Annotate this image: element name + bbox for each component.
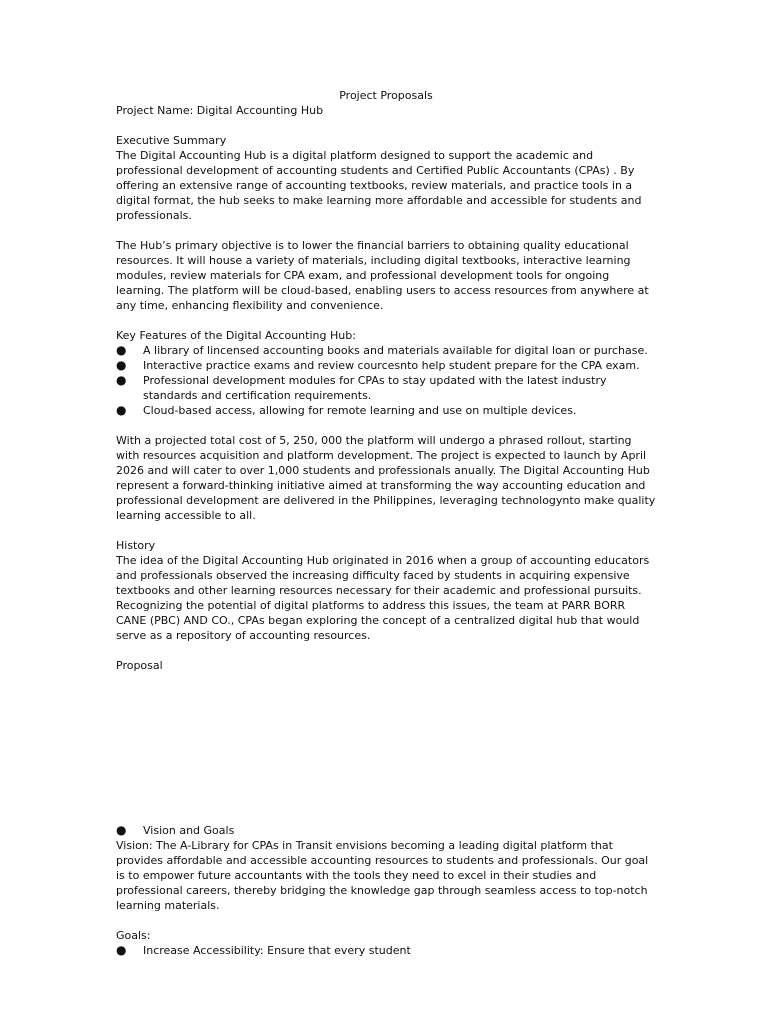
goals-heading: Goals: bbox=[116, 929, 151, 942]
executive-summary-heading: Executive Summary bbox=[116, 134, 227, 147]
bullet-icon: ● bbox=[116, 403, 127, 417]
executive-summary-paragraph-2: The Hub’s primary objective is to lower the financial barriers to obtaining quality educational resources. It will house a variety of materials, including digital textbooks, interactive learning modules, review materials for CPA exam, and professional development tools for ongoing learning. The platform will be cloud-based, enabling users to access resources from anywhere at any time, enhancing flexibility and convenience. bbox=[116, 239, 649, 312]
list-item-text: Interactive practice exams and review courcesnto help student prepare for the CPA exam. bbox=[143, 359, 640, 372]
project-name: Project Name: Digital Accounting Hub bbox=[116, 104, 324, 117]
list-item-text: Vision and Goals bbox=[143, 824, 235, 837]
spacer bbox=[116, 118, 656, 133]
list-item bbox=[116, 373, 656, 403]
list-item bbox=[116, 343, 656, 358]
key-features-list bbox=[116, 343, 656, 418]
spacer bbox=[116, 313, 656, 328]
history-heading: History bbox=[116, 539, 156, 552]
bullet-icon: ● bbox=[116, 943, 127, 957]
list-item bbox=[116, 358, 656, 373]
bullet-icon: ● bbox=[116, 358, 127, 372]
spacer bbox=[116, 223, 656, 238]
blank-space bbox=[116, 673, 656, 823]
list-item-text: Increase Accessibility: Ensure that every student bbox=[143, 944, 411, 957]
bullet-icon: ● bbox=[116, 343, 127, 357]
proposal-heading: Proposal bbox=[116, 659, 163, 672]
vision-paragraph: Vision: The A-Library for CPAs in Transit envisions becoming a leading digital platform that provides affordable and accessible accounting resources to students and professionals. Our goal is to empower future accountants with the tools they need to excel in their studies and professional careers, thereby bridging the knowledge gap through seamless access to top-notch learning materials. bbox=[116, 839, 649, 912]
spacer bbox=[116, 523, 656, 538]
list-item bbox=[116, 403, 656, 418]
spacer bbox=[116, 643, 656, 658]
bullet-icon: ● bbox=[116, 373, 127, 387]
list-item bbox=[116, 943, 656, 958]
history-paragraph: The idea of the Digital Accounting Hub originated in 2016 when a group of accounting educators and professionals observed the increasing difficulty faced by students in acquiring expensive textbooks and other learning resources necessary for their academic and professional pursuits. Recognizing the potential of digital platforms to address this issues, the team at PARR BORR CANE (PBC) AND CO., CPAs began exploring the concept of a centralized digital hub that would serve as a repository of accounting resources. bbox=[116, 554, 650, 642]
document-title: Project Proposals bbox=[339, 89, 433, 102]
bullet-icon: ● bbox=[116, 823, 127, 837]
executive-summary-paragraph-1: The Digital Accounting Hub is a digital platform designed to support the academic and professional development of accounting students and Certified Public Accountants (CPAs) . By offering an extensive range of accounting textbooks, review materials, and practice tools in a digital format, the hub seeks to make learning more affordable and accessible for students and professionals. bbox=[116, 149, 642, 222]
list-item-text: A library of lincensed accounting books and materials available for digital loan or purchase. bbox=[143, 344, 648, 357]
key-features-heading: Key Features of the Digital Accounting Hub: bbox=[116, 329, 356, 342]
spacer bbox=[116, 418, 656, 433]
list-item bbox=[116, 823, 656, 838]
spacer bbox=[116, 913, 656, 928]
vision-goals-list bbox=[116, 823, 656, 838]
goals-list bbox=[116, 943, 656, 958]
list-item-text: Cloud-based access, allowing for remote learning and use on multiple devices. bbox=[143, 404, 577, 417]
list-item-text: Professional development modules for CPAs to stay updated with the latest industry standards and certification requirements. bbox=[143, 374, 607, 402]
document-page bbox=[116, 88, 656, 958]
rollout-paragraph: With a projected total cost of 5, 250, 000 the platform will undergo a phrased rollout, starting with resources acquisition and platform development. The project is expected to launch by April 2026 and will cater to over 1,000 students and professionals anually. The Digital Accounting Hub represent a forward-thinking initiative aimed at transforming the way accounting education and professional development are delivered in the Philippines, leveraging technologynto make quality learning accessible to all. bbox=[116, 434, 656, 522]
